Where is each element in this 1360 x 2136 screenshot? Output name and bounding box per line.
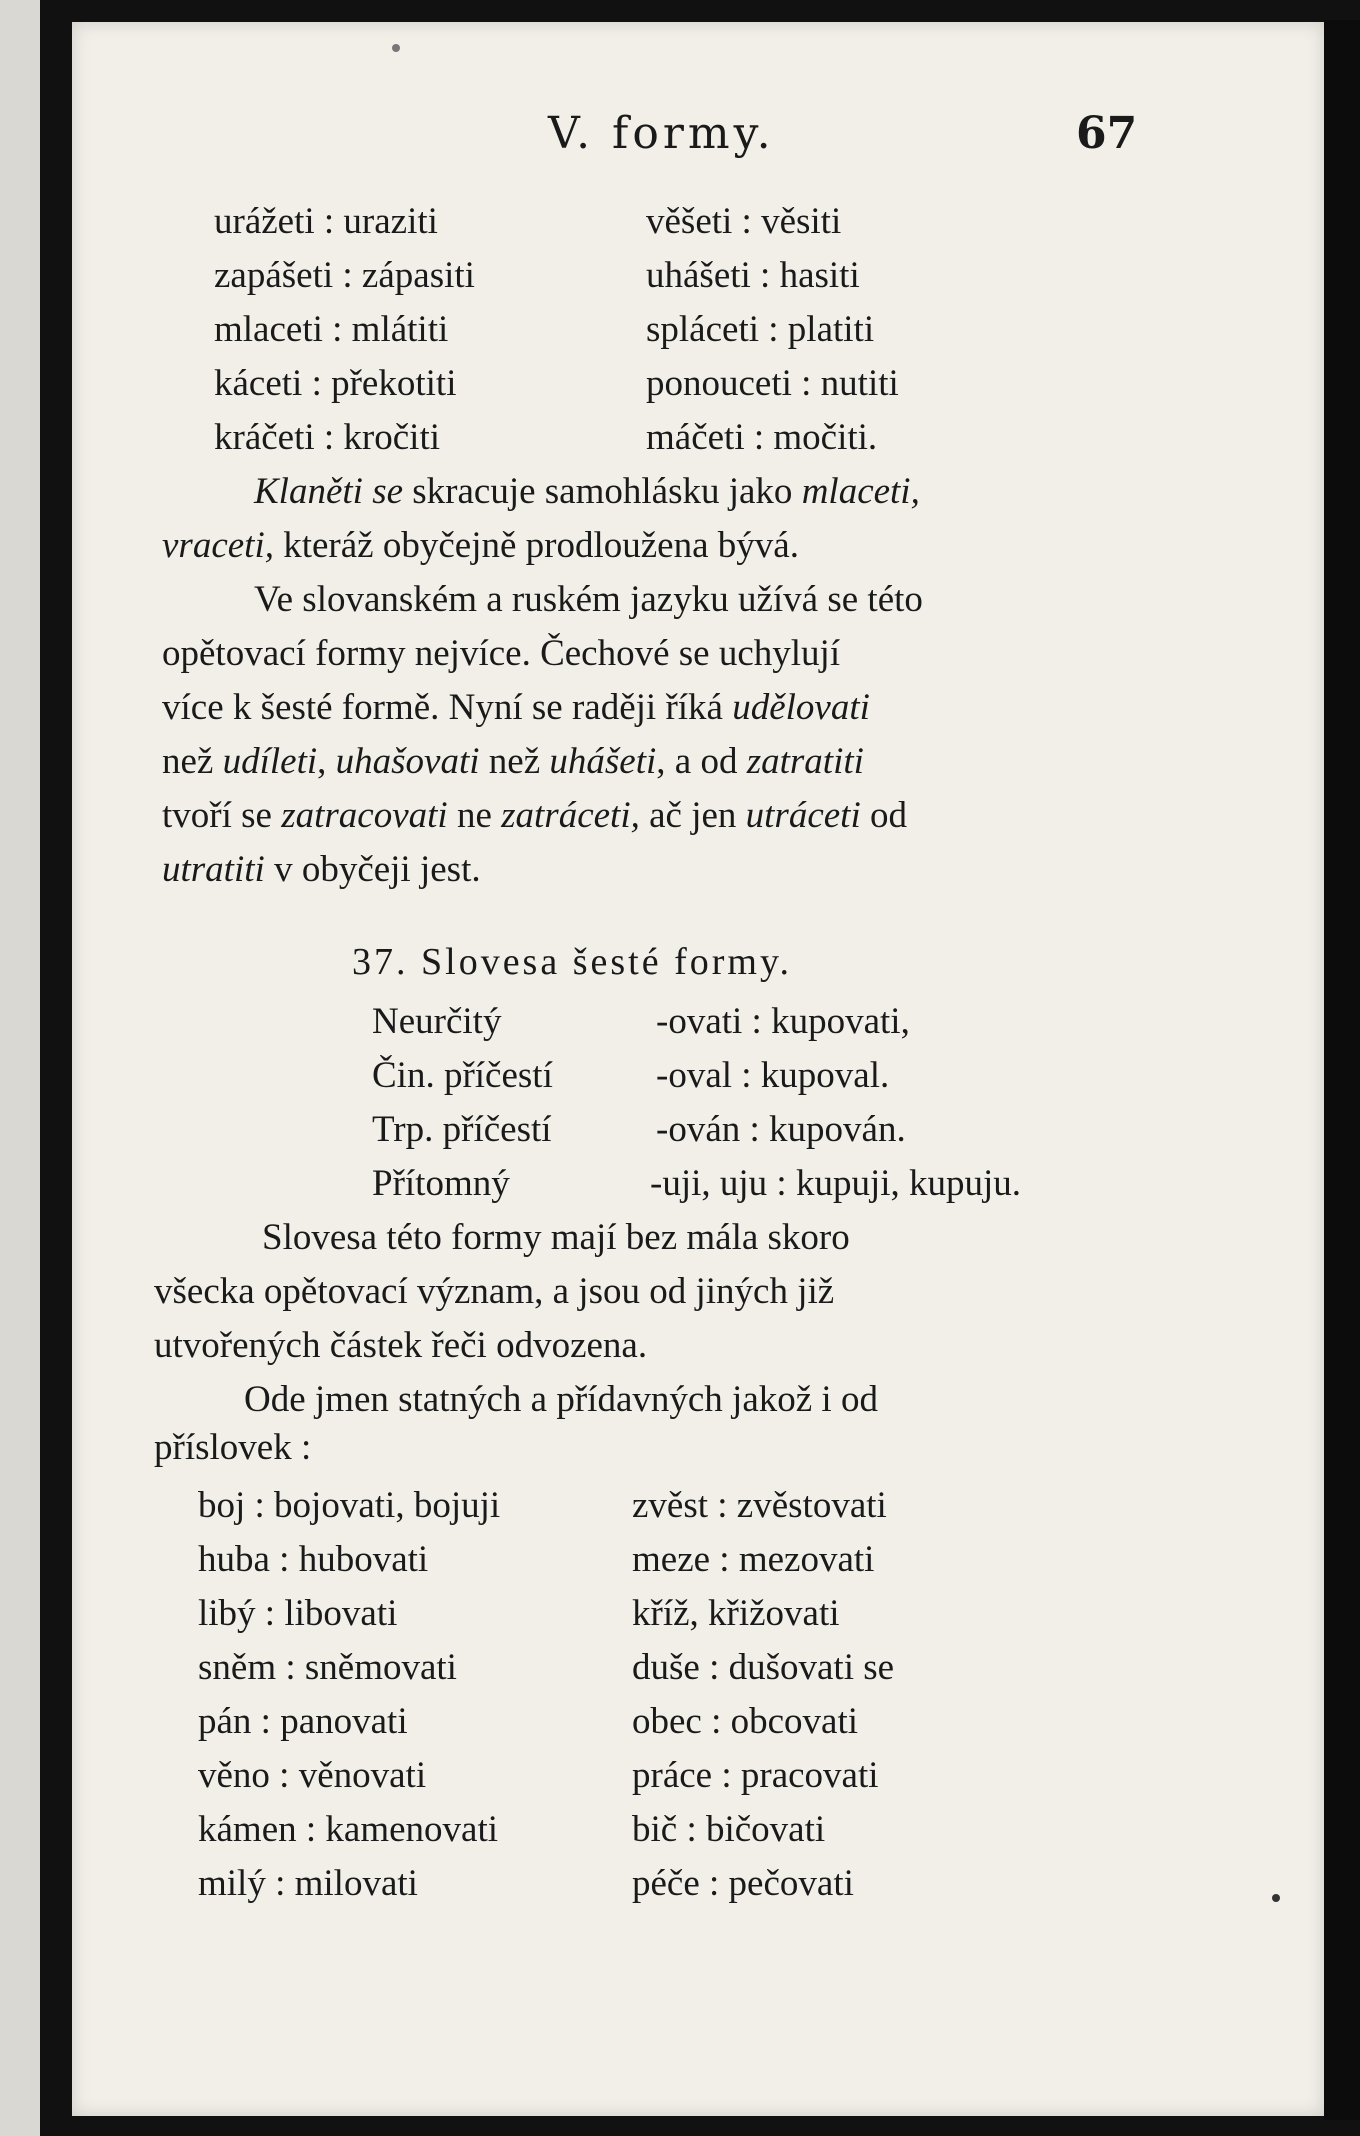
- text: kteráž obyčejně prodloužena bývá.: [273, 525, 799, 566]
- pair2-left-7: kámen : kamenovati: [198, 1809, 499, 1850]
- pair-left-3: mlaceti : mlátiti: [214, 309, 449, 350]
- text: v obyčeji jest.: [264, 849, 481, 890]
- para4-line-2: příslovek :: [154, 1427, 312, 1468]
- pair2-right-3: kříž, křižovati: [632, 1593, 840, 1634]
- para2-line-4: [162, 740, 864, 783]
- form-value-3: -ován : kupován.: [656, 1109, 906, 1150]
- italic-word: mlaceti,: [801, 471, 920, 512]
- para1-line-2: [162, 524, 799, 567]
- para1-line-1: [254, 470, 920, 513]
- text: skracuje samohlásku jako: [403, 471, 802, 512]
- section-heading: 37. Slovesa šesté formy.: [352, 941, 792, 983]
- italic-word: uhášeti: [549, 741, 657, 782]
- pair2-right-2: meze : mezovati: [632, 1539, 875, 1580]
- form-value-2: -oval : kupoval.: [656, 1055, 890, 1096]
- italic-word: zatracovati: [281, 795, 448, 836]
- text: , a od: [656, 741, 747, 782]
- form-label-4: Přítomný: [372, 1163, 510, 1204]
- text: od: [860, 795, 907, 836]
- italic-word: utratiti: [162, 849, 265, 890]
- text: více k šesté formě. Nyní se raději říká: [162, 687, 733, 728]
- pair2-left-1: boj : bojovati, bojuji: [198, 1485, 501, 1526]
- para3-line-1: Slovesa této formy mají bez mála skoro: [262, 1217, 850, 1258]
- italic-word: udíleti: [222, 741, 318, 782]
- para2-line-1: Ve slovanském a ruském jazyku užívá se této: [254, 579, 923, 620]
- left-page-strip: [0, 0, 40, 2136]
- pair-right-1: věšeti : věsiti: [646, 201, 842, 242]
- text: ,: [317, 741, 336, 782]
- form-value-4: -uji, uju : kupuji, kupuju.: [650, 1163, 1022, 1204]
- italic-word: utráceti: [745, 795, 861, 836]
- pair-right-5: máčeti : močiti.: [646, 417, 878, 458]
- italic-word: Klaněti se: [254, 471, 404, 512]
- running-header: V. formy.: [548, 108, 775, 159]
- para3-line-3: utvořených částek řeči odvozena.: [154, 1325, 648, 1366]
- pair2-left-4: sněm : sněmovati: [198, 1647, 457, 1688]
- text: než: [479, 741, 550, 782]
- italic-word: zatratiti: [746, 741, 864, 782]
- text: než: [162, 741, 223, 782]
- pair-left-1: urážeti : uraziti: [214, 201, 438, 242]
- pair2-right-8: péče : pečovati: [632, 1863, 854, 1904]
- italic-word: udělovati: [732, 687, 870, 728]
- pair2-left-5: pán : panovati: [198, 1701, 408, 1742]
- para2-line-3: [162, 686, 870, 729]
- para3-line-2: všecka opětovací význam, a jsou od jiných již: [154, 1271, 835, 1312]
- pair-left-4: káceti : překotiti: [214, 363, 457, 404]
- pair2-left-2: huba : hubovati: [198, 1539, 429, 1580]
- ink-speck: [1272, 1894, 1280, 1902]
- pair2-right-1: zvěst : zvěstovati: [632, 1485, 887, 1526]
- italic-word: uhašovati: [335, 741, 480, 782]
- form-value-1: -ovati : kupovati,: [656, 1001, 910, 1042]
- pair2-left-8: milý : milovati: [198, 1863, 418, 1904]
- ink-speck: [392, 44, 400, 52]
- text: ač jen: [639, 795, 746, 836]
- pair2-left-6: věno : věnovati: [198, 1755, 427, 1796]
- pair-right-3: spláceti : platiti: [646, 309, 875, 350]
- para2-line-2: opětovací formy nejvíce. Čechové se uchylují: [162, 633, 841, 674]
- para2-line-5: [162, 794, 907, 837]
- pair-left-5: kráčeti : kročiti: [214, 417, 441, 458]
- pair2-left-3: libý : libovati: [198, 1593, 398, 1634]
- para2-line-6: [162, 848, 481, 891]
- page-number: 67: [1076, 108, 1138, 159]
- pair-right-4: ponouceti : nutiti: [646, 363, 899, 404]
- italic-word: vraceti,: [162, 525, 274, 566]
- form-label-2: Čin. příčestí: [372, 1055, 553, 1096]
- pair2-right-4: duše : dušovati se: [632, 1647, 895, 1688]
- text: ne: [447, 795, 502, 836]
- pair-left-2: zapášeti : zápasiti: [214, 255, 475, 296]
- page-edge-shadow: [1324, 20, 1360, 2120]
- pair-right-2: uhášeti : hasiti: [646, 255, 860, 296]
- pair2-right-7: bič : bičovati: [632, 1809, 826, 1850]
- text: tvoří se: [162, 795, 282, 836]
- para4-line-1: Ode jmen statných a přídavných jakož i od: [244, 1379, 878, 1420]
- pair2-right-6: práce : pracovati: [632, 1755, 879, 1796]
- form-label-3: Trp. příčestí: [372, 1109, 552, 1150]
- italic-word: zatráceti,: [501, 795, 640, 836]
- form-label-1: Neurčitý: [372, 1001, 502, 1042]
- pair2-right-5: obec : obcovati: [632, 1701, 859, 1742]
